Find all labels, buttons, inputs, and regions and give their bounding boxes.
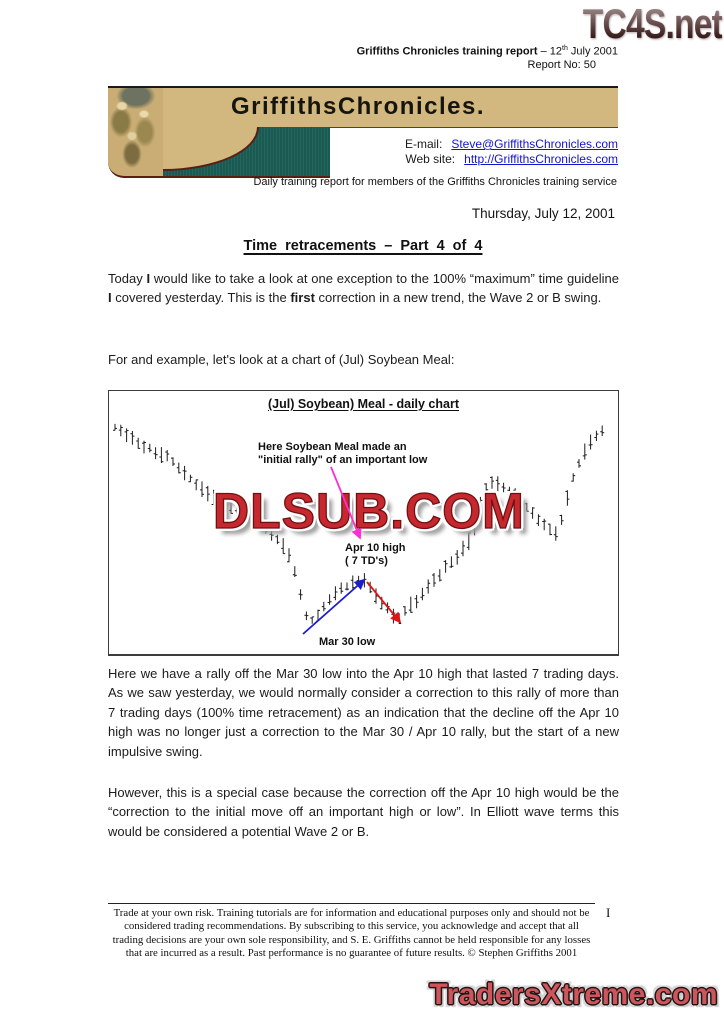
email-row bbox=[405, 137, 618, 152]
tc4s-watermark: TC4S.net bbox=[582, 0, 722, 47]
chart-title: (Jul) Soybean) Meal - daily chart bbox=[267, 397, 459, 411]
footer-rule bbox=[108, 903, 595, 904]
text-run: would like to take a look at one exception to the 100% “maximum” time guideline bbox=[150, 271, 619, 286]
banner-curve bbox=[163, 127, 259, 171]
website-link[interactable]: http://GriffithsChronicles.com bbox=[464, 152, 618, 166]
website-label: Web site: bbox=[405, 152, 456, 166]
mar30-label: Mar 30 low bbox=[319, 636, 376, 648]
banner-teal-panel bbox=[163, 127, 330, 178]
report-number: Report No: 50 bbox=[527, 58, 596, 71]
paragraph-3 bbox=[108, 664, 619, 761]
brand-logo-text: GriffithsChronicles. bbox=[230, 93, 486, 120]
service-tagline: Daily training report for members of the Griffiths Chronicles training service bbox=[253, 176, 617, 188]
date-line: Thursday, July 12, 2001 bbox=[471, 206, 615, 221]
report-header bbox=[357, 42, 618, 72]
email-link[interactable]: Steve@GriffithsChronicles.com bbox=[451, 137, 618, 151]
contact-block bbox=[405, 137, 618, 167]
banner-divider bbox=[330, 127, 618, 128]
text-run: I bbox=[108, 290, 112, 306]
report-header-line: Griffiths Chronicles training report – 12th July 2001 bbox=[356, 45, 618, 58]
website-row bbox=[405, 152, 618, 167]
text-run: covered yesterday. This is the bbox=[111, 290, 291, 306]
chart-arrows-layer bbox=[109, 391, 618, 652]
price-chart bbox=[108, 390, 619, 656]
footer-disclaimer: Trade at your own risk. Training tutorials are for information and educational purposes only and should not be considered trading recommendations. By subscribing to this service, you acknowledge and accept that all trading decisions are your own sole responsibility, and S. E. Griffiths cannot be held responsible for any losses that are incurred as a result. Past performance is no guarantee of future results. © Stephen Griffiths 2001 bbox=[112, 907, 591, 960]
text-run: first bbox=[290, 290, 315, 306]
page-number: I bbox=[606, 905, 611, 920]
dlsub-watermark: DLSUB.COM bbox=[213, 483, 525, 539]
paragraph-1 bbox=[108, 269, 619, 308]
text-run: Here we have a rally off the Mar 30 low into the Apr 10 high that lasted 7 trading days. As we saw yesterday, we would normally consider a correction to this rally of more than 7 trading days (100% time retracement) as an indication that the decline off the Apr 10 high was no longer just a correction to the Mar 30 / Apr 10 rally, but the start of a new impulsive swing. bbox=[108, 666, 619, 759]
paragraph-4 bbox=[108, 783, 619, 841]
document-title: Time retracements – Part 4 of 4 bbox=[243, 238, 483, 254]
text-run: Today bbox=[108, 271, 147, 286]
paragraph-2 bbox=[108, 350, 619, 369]
text-run: However, this is a special case because the correction off the Apr 10 high would be the “correction to the initial move off an important high or low”. In Elliott wave terms this would be considered a potential Wave 2 or B. bbox=[108, 785, 619, 839]
rally-up-arrow bbox=[303, 580, 364, 634]
apr10-label: Apr 10 high ( 7 TD's) bbox=[345, 542, 406, 567]
note-pointer-arrow bbox=[331, 467, 360, 538]
text-run: correction in a new trend, the Wave 2 or B swing. bbox=[314, 290, 602, 306]
tradersxtreme-watermark: TradersXtreme.com bbox=[429, 978, 718, 1011]
text-run: For and example, let's look at a chart of (Jul) Soybean Meal: bbox=[108, 352, 455, 367]
decline-arrow bbox=[367, 582, 400, 622]
text-run: I bbox=[146, 271, 151, 286]
email-label: E-mail: bbox=[404, 137, 443, 151]
initial-rally-note: Here Soybean Meal made an "initial rally" of an important low bbox=[258, 441, 428, 466]
